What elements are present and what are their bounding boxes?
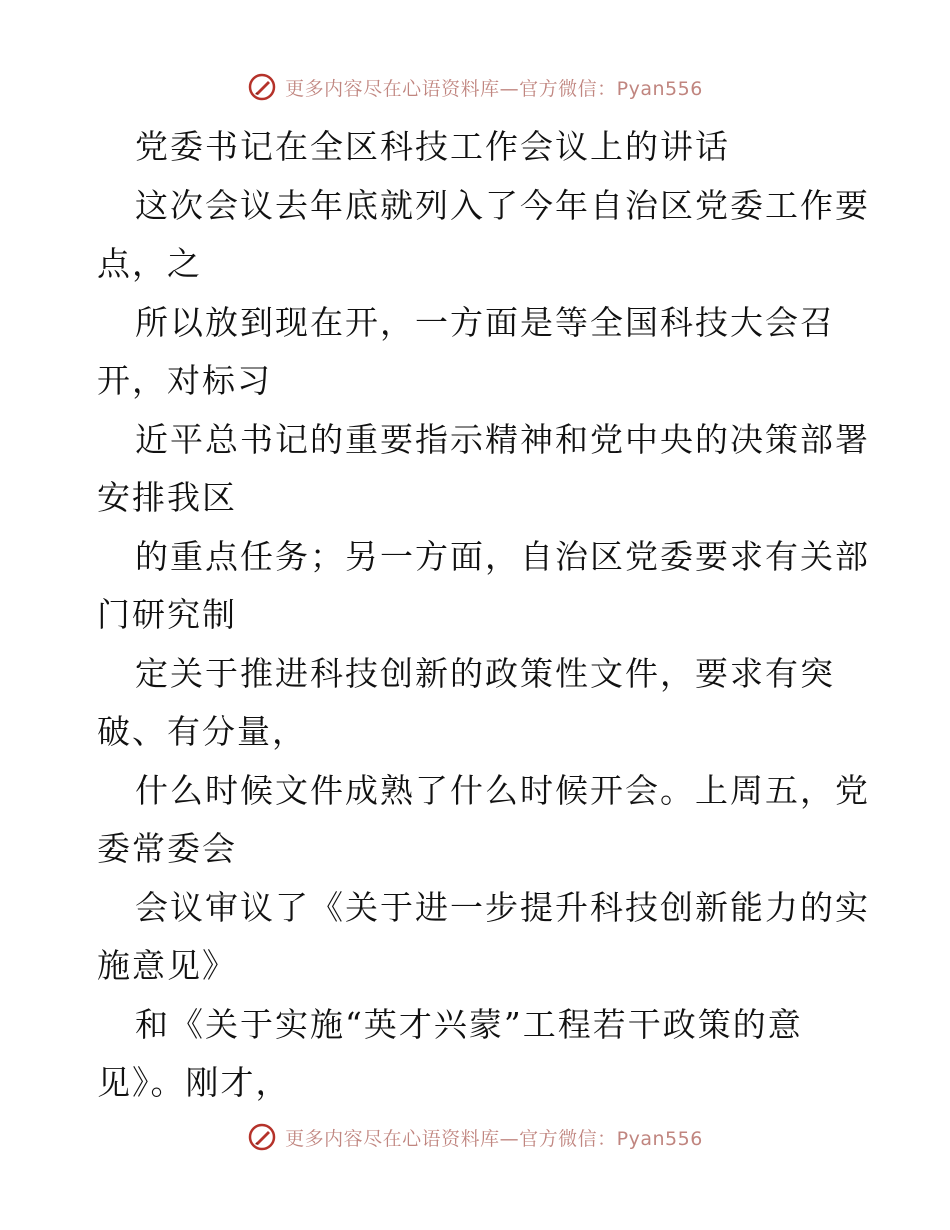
text-line: 所以放到现在开，一方面是等全国科技大会召: [135, 302, 835, 342]
text-line: 什么时候文件成熟了什么时候开会。上周五，党: [135, 770, 870, 810]
quill-pen-logo-icon: [247, 1122, 277, 1152]
header-banner-text: 更多内容尽在心语资料库—官方微信：Pyan556: [285, 77, 703, 100]
text-line: 委常委会: [97, 829, 237, 868]
quill-pen-logo-icon: [247, 72, 277, 102]
footer-banner-text: 更多内容尽在心语资料库—官方微信：Pyan556: [285, 1127, 703, 1150]
text-line: 的重点任务；另一方面，自治区党委要求有关部: [135, 536, 870, 576]
document-title: 党委书记在全区科技工作会议上的讲话: [135, 127, 730, 166]
text-line: 会议审议了《关于进一步提升科技创新能力的实: [135, 887, 870, 927]
text-line: 见》。刚才，: [97, 1063, 291, 1102]
text-line: 近平总书记的重要指示精神和党中央的决策部署: [135, 419, 870, 459]
text-line: 开，对标习: [97, 361, 272, 400]
text-line: 和《关于实施“英才兴蒙”工程若干政策的意: [135, 1004, 803, 1044]
text-line: 定关于推进科技创新的政策性文件，要求有突: [135, 653, 835, 693]
text-line: 破、有分量，: [97, 712, 307, 751]
document-body: [97, 118, 870, 1113]
text-line: 门研究制: [97, 595, 237, 634]
text-line: 点，之: [97, 244, 202, 283]
header-banner: [0, 72, 950, 102]
text-line: 安排我区: [97, 478, 237, 517]
text-line: 这次会议去年底就列入了今年自治区党委工作要: [135, 185, 870, 225]
text-line: 施意见》: [97, 946, 237, 985]
footer-banner: [0, 1122, 950, 1152]
